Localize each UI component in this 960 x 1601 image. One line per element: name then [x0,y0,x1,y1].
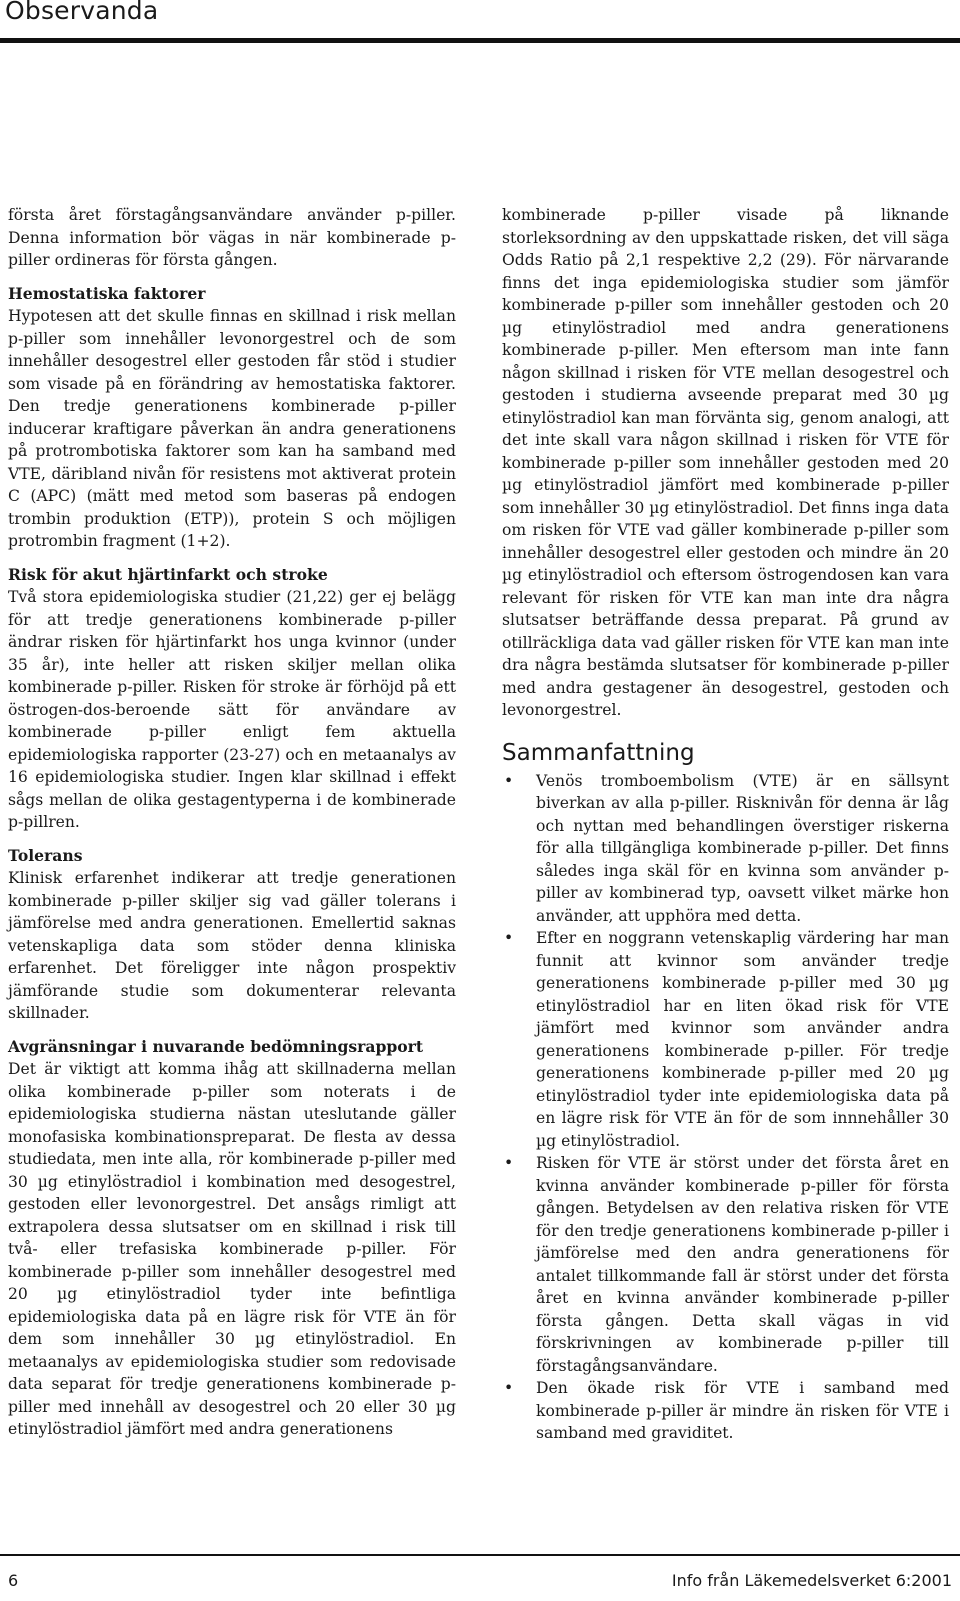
section-heading-hemostatiska: Hemostatiska faktorer [8,283,206,303]
header-divider [0,38,960,43]
list-item [502,927,949,1152]
section-heading-hjartinfarkt: Risk för akut hjärtinfarkt och stroke [8,564,328,584]
section-text-hemostatiska: Hypotesen att det skulle finnas en skillnad i risk mellan p-piller som innehåller levonorgestrel och de som innehåller desogestrel eller gestoden får stöd i studier som visade på en förändring av hemostatiska faktorer. Den tredje generationens kombinerade p-piller inducerar kraftigare påverkan än andra generationens på protrombotiska faktorer som kan ha samband med VTE, däribland nivån för resistens mot aktiverat protein C (APC) (mätt med metod som baseras på endogen trombin produktion (ETP)), protein S och möjligen protrombin fragment (1+2). [8,307,456,550]
intro-paragraph: första året förstagångsanvändare använder p-piller. Denna information bör vägas in när kombinerade p-piller ordineras för första gången. [8,206,456,269]
section-text-avgransningar: Det är viktigt att komma ihåg att skillnaderna mellan olika kombinerade p-piller som noterats i de epidemiologiska studierna nästan uteslutande gäller monofasiska kombinationspreparat. De flesta av dessa studiedata, men inte alla, rör kombinerade p-piller med 30 µg etinylöstradiol i kombination med desogestrel, gestoden eller levonorgestrel. Det ansågs rimligt att extrapolera dessa slutsatser om en skillnad i risk till två- eller trefasiska kombinerade p-piller. För kombinerade p-piller som innehåller desogestrel med 20 µg etinylöstradiol tyder inte befintliga epidemiologiska data på en lägre risk för VTE än för dem som innehåller 30 µg etinylöstradiol. En metaanalys av epidemiologiska studier som redovisade data separat för tredje generationens kombinerade p-piller med innehåll av desogestrel och 20 eller 30 µg etinylöstradiol jämfört med andra generationens [8,1060,456,1438]
page-header-title: Observanda [5,0,159,25]
bullet-icon: • [504,1154,514,1172]
bullet-icon: • [504,771,514,790]
bullet-text: Venös tromboembolism (VTE) är en sällsynt biverkan av alla p-piller. Risknivån för denna är låg och nyttan med behandlingen överstiger riskerna för alla tillgängliga kombinerade p-piller. Det finns således inga skäl för en kvinna som använder p-piller av kombinerad typ, oavsett vilket märke hon använder, att upphöra med detta. [536,771,949,925]
list-item [502,770,949,928]
left-column [8,204,456,1441]
bullet-icon: • [504,929,514,947]
list-item [502,1377,949,1445]
publication-name: Info från Läkemedelsverket 6:2001 [671,1571,952,1590]
section-text-hjartinfarkt: Två stora epidemiologiska studier (21,22) ger ej belägg för att tredje generationens kombinerade p-piller ändrar risken för hjärtinfarkt hos unga kvinnor (under 35 år), inte heller att risken skiljer mellan olika kombinerade p-piller. Risken för stroke är förhöjd på ett östrogen-dos-beroende sätt för användare av kombinerade p-piller enligt fem aktuella epidemiologiska rapporter (23-27) och en metaanalys av 16 epidemiologiska studier. Ingen klar skillnad i effekt sågs mellan de olika gestagentyperna i de kombinerade p-pillren. [8,588,456,831]
bullet-text: Risken för VTE är störst under det första året en kvinna använder kombinerade p-piller för första gången. Betydelsen av den relativa risken för VTE för den tredje generationens kombinerade p-piller i jämförelse med den andra generationens för antalet tillkommande fall är störst under det första året en kvinna använder kombinerade p-piller första gången. Detta skall vägas in vid förskrivningen av kombinerade p-piller till förstagångsanvändare. [536,1154,949,1375]
section-heading-tolerans: Tolerans [8,845,83,865]
section-heading-avgransningar: Avgränsningar i nuvarande bedömningsrapport [8,1036,424,1056]
footer-divider [0,1554,960,1556]
page-number: 6 [8,1571,19,1590]
bullet-icon: • [504,1379,514,1397]
bullet-text: Den ökade risk för VTE i samband med kombinerade p-piller är mindre än risken för VTE i samband med graviditet. [536,1379,949,1442]
continuation-paragraph: kombinerade p-piller visade på liknande storleksordning av den uppskattade risken, det vill säga Odds Ratio på 2,1 respektive 2,2 (29). För närvarande finns det inga epidemiologiska studier som jämför kombinerade p-piller som innehåller gestoden och 20 µg etinylöstradiol med andra generationens kombinerade p-piller. Men eftersom man inte fann någon skillnad i risken för VTE mellan desogestrel och gestoden i studierna avseende preparat med 30 µg etinylöstradiol kan man förvänta sig, genom analogi, att det inte skall vara någon skillnad i risken för VTE för kombinerade p-piller som innehåller gestoden med 20 µg etinylöstradiol jämfört med kombinerade p-piller som innehåller 30 µg etinylöstradiol. Det finns inga data om risken för VTE vad gäller kombinerade p-piller som innehåller desogestrel eller gestoden och mindre än 20 µg etinylöstradiol och eftersom östrogendosen kan vara relevant för risken för VTE kan man inte dra några slutsatser beträffande dessa preparat. På grund av otillräckliga data vad gäller risken för VTE kan man inte dra några bestämda slutsatser för kombinerade p-piller med andra gestagener än desogestrel, gestoden och levonorgestrel. [502,206,949,719]
section-text-tolerans: Klinisk erfarenhet indikerar att tredje generationen kombinerade p-piller skiljer sig vad gäller tolerans i jämförelse med andra generationen. Emellertid saknas vetenskapliga data som stöder denna kliniska erfarenhet. Det föreligger inte någon prospektiv jämförande studie som dokumenterar relevanta skillnader. [8,869,456,1022]
summary-list [502,770,949,1445]
right-column [502,204,949,1445]
summary-title: Sammanfattning [502,739,695,766]
list-item [502,1152,949,1377]
bullet-text: Efter en noggrann vetenskaplig värdering har man funnit att kvinnor som använder tredje generationens kombinerade p-piller med 30 µg etinylöstradiol har en liten ökad risk för VTE jämfört med kvinnor som använder andra generationens kombinerade p-piller. För tredje generationens kombinerade p-piller med 20 µg etinylöstradiol tyder inte epidemiologiska data på en lägre risk för VTE än för de som innnehåller 30 µg etinylöstradiol. [536,929,949,1150]
